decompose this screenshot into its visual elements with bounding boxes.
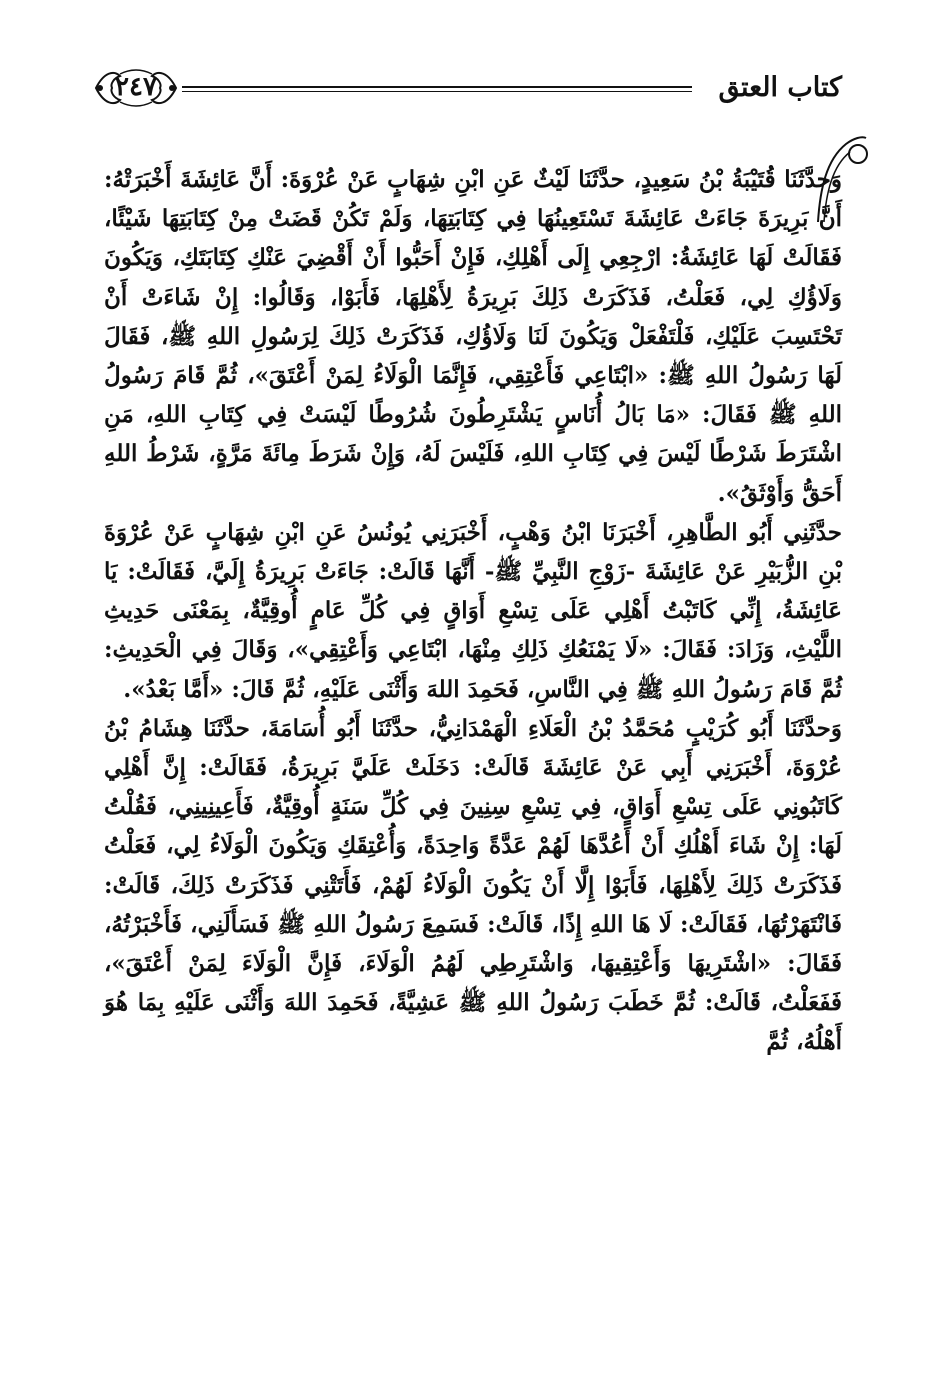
hadith-text <box>104 160 842 1062</box>
page-header <box>90 58 842 118</box>
header-rule <box>182 86 692 88</box>
page-number: ٢٤٧ <box>115 72 157 102</box>
paragraph: وَحدَّثَنَا أَبُو كُرَيْبٍ مُحَمَّدُ بْنُ الْعَلَاءِ الْهَمْدَانِيُّ، حدَّثَنَا أَبُو أُسَامَةَ، حدَّثَنَا هِشَامُ بْنُ عُرْوَةَ، أَخْبَرَنِي أَبِي عَنْ عَائِشَةَ قَالَتْ: دَخَلَتْ عَلَيَّ بَرِيرَةُ، فَقَالَتْ: إِنَّ أَهْلِي كَاتَبُونِي عَلَى تِسْعِ أَوَاقٍ، فِي تِسْعِ سِنِينَ فِي كُلِّ سَنَةٍ أُوقِيَّةٌ، فَأَعِينِينِي، فَقُلْتُ لَهَا: إِنْ شَاءَ أَهْلُكِ أَنْ أَعُدَّهَا لَهُمْ عَدَّةً وَاحِدَةً، وَأُعْتِقَكِ وَيَكُونَ الْوَلَاءُ لِي، فَعَلْتُ فَذَكَرَتْ ذَلِكَ لِأَهْلِهَا، فَأَبَوْا إِلَّا أَنْ يَكُونَ الْوَلَاءُ لَهُمْ، فَأَتَتْنِي فَذَكَرَتْ ذَلِكَ، قَالَتْ: فَانْتَهَرْتُهَا، فَقَالَتْ: لَا هَا اللهِ إِذًا، قَالَتْ: فَسَمِعَ رَسُولُ اللهِ ﷺ فَسَأَلَنِي، فَأَخْبَرْتُهُ، فَقَالَ: «اشْتَرِيهَا وَأَعْتِقِيهَا، وَاشْتَرِطِي لَهُمُ الْوَلَاءَ، فَإِنَّ الْوَلَاءَ لِمَنْ أَعْتَقَ»، فَفَعَلْتُ، قَالَتْ: ثُمَّ خَطَبَ رَسُولُ اللهِ ﷺ عَشِيَّةً، فَحَمِدَ اللهَ وَأَثْنَى عَلَيْهِ بِمَا هُوَ أَهْلُهُ، ثُمَّ <box>104 714 842 1056</box>
paragraph: حدَّثَنِي أَبُو الطَّاهِرِ، أَخْبَرَنَا ابْنُ وَهْبٍ، أَخْبَرَنِي يُونُسُ عَنِ ابْنِ شِهَابٍ عَنْ عُرْوَةَ بْنِ الزُّبَيْرِ عَنْ عَائِشَةَ -زَوْجِ النَّبِيِّ ﷺ- أَنَّهَا قَالَتْ: جَاءَتْ بَرِيرَةُ إِلَيَّ، فَقَالَتْ: يَا عَائِشَةُ، إِنِّي كَاتَبْتُ أَهْلِي عَلَى تِسْعِ أَوَاقٍ فِي كُلِّ عَامٍ أُوقِيَّةٌ، بِمَعْنَى حَدِيثِ اللَّيْثِ، وَزَادَ: فَقَالَ: «لَا يَمْنَعُكِ ذَلِكِ مِنْهَا، ابْتَاعِي وَأَعْتِقِي»، وَقَالَ فِي الْحَدِيثِ: ثُمَّ قَامَ رَسُولُ اللهِ ﷺ فِي النَّاسِ، فَحَمِدَ اللهَ وَأَثْنَى عَلَيْهِ، ثُمَّ قَالَ: «أَمَّا بَعْدُ». <box>104 518 842 703</box>
chapter-title: كتاب العتق <box>718 72 842 103</box>
header-rule-thin <box>182 91 692 92</box>
paragraph: وَحدَّثَنَا قُتَيْبَةُ بْنُ سَعِيدٍ، حدَّثَنَا لَيْثٌ عَنِ ابْنِ شِهَابٍ عَنْ عُرْوَةَ: أَنَّ عَائِشَةَ أَخْبَرَتْهُ: أَنَّ بَرِيرَةَ جَاءَتْ عَائِشَةَ تَسْتَعِينُهَا فِي كِتَابَتِهَا، وَلَمْ تَكُنْ قَضَتْ مِنْ كِتَابَتِهَا شَيْئًا، فَقَالَتْ لَهَا عَائِشَةُ: ارْجِعِي إِلَى أَهْلِكِ، فَإِنْ أَحَبُّوا أَنْ أَقْضِيَ عَنْكِ كِتَابَتَكِ، وَيَكُونَ وَلَاؤُكِ لِي، فَعَلْتُ، فَذَكَرَتْ ذَلِكَ بَرِيرَةُ لِأَهْلِهَا، فَأَبَوْا، وَقَالُوا: إِنْ شَاءَتْ أَنْ تَحْتَسِبَ عَلَيْكِ، فَلْتَفْعَلْ وَيَكُونَ لَنَا وَلَاؤُكِ، فَذَكَرَتْ ذَلِكَ لِرَسُولِ اللهِ ﷺ، فَقَالَ لَهَا رَسُولُ اللهِ ﷺ: «ابْتَاعِي فَأَعْتِقِي، فَإِنَّمَا الْوَلَاءُ لِمَنْ أَعْتَقَ»، ثُمَّ قَامَ رَسُولُ اللهِ ﷺ فَقَالَ: «مَا بَالُ أُنَاسٍ يَشْتَرِطُونَ شُرُوطًا لَيْسَتْ فِي كِتَابِ اللهِ، مَنِ اشْتَرَطَ شَرْطًا لَيْسَ فِي كِتَابِ اللهِ، فَلَيْسَ لَهُ، وَإِنْ شَرَطَ مِائَةَ مَرَّةٍ، شَرْطُ اللهِ أَحَقُّ وَأَوْثَقُ». <box>104 166 842 507</box>
